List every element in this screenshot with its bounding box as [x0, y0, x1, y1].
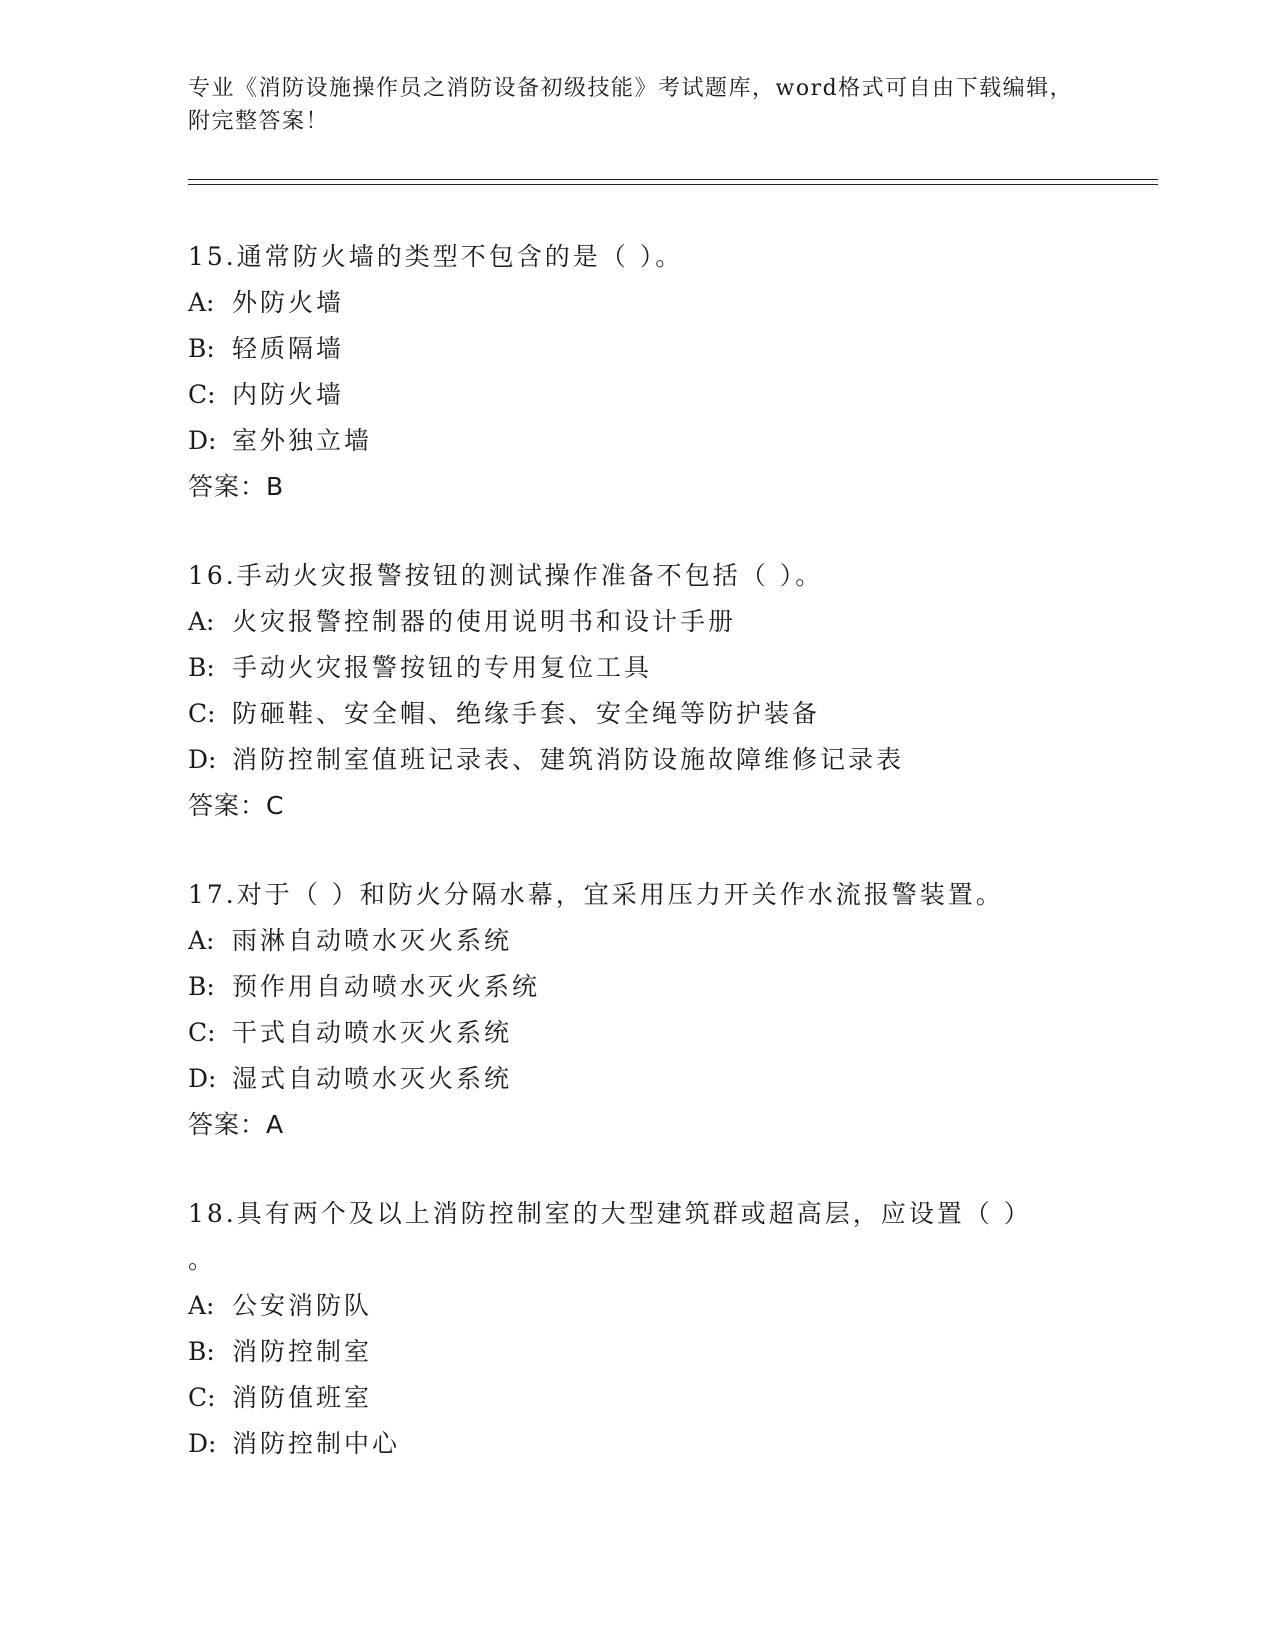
document-header: 专业《消防设施操作员之消防设备初级技能》考试题库，word格式可自由下载编辑，附完整答案！	[188, 76, 1074, 134]
option-text: 雨淋自动喷水灭火系统	[232, 926, 513, 955]
option-text: 室外独立墙	[232, 426, 373, 455]
option-label: A:	[188, 607, 215, 636]
option-label: D:	[188, 745, 217, 774]
question-title: 16.手动火灾报警按钮的测试操作准备不包括（ ）。	[188, 561, 824, 590]
option-text: 消防控制室值班记录表、建筑消防设施故障维修记录表	[232, 745, 905, 774]
option-a	[188, 280, 1148, 326]
option-c	[188, 1010, 1148, 1056]
option-a	[188, 918, 1148, 964]
option-text: 消防值班室	[232, 1383, 373, 1412]
option-b	[188, 964, 1148, 1010]
option-text: 手动火灾报警按钮的专用复位工具	[232, 653, 653, 682]
option-d	[188, 1056, 1148, 1102]
option-text: 干式自动喷水灭火系统	[232, 1018, 513, 1047]
option-text: 预作用自动喷水灭火系统	[232, 972, 541, 1001]
question-16	[188, 553, 1148, 829]
option-text: 湿式自动喷水灭火系统	[232, 1064, 513, 1093]
question-title-continuation: 。	[188, 1245, 214, 1274]
option-d	[188, 418, 1148, 464]
option-a	[188, 1283, 1148, 1329]
option-label: B:	[188, 972, 215, 1001]
option-label: A:	[188, 926, 215, 955]
header-rule-top	[188, 179, 1158, 180]
question-18	[188, 1191, 1148, 1467]
option-label: B:	[188, 334, 215, 363]
question-title: 18.具有两个及以上消防控制室的大型建筑群或超高层，应设置（ ）	[188, 1199, 1032, 1228]
option-text: 内防火墙	[232, 380, 345, 409]
option-text: 轻质隔墙	[232, 334, 345, 363]
answer: 答案：C	[188, 791, 285, 820]
option-text: 公安消防队	[232, 1291, 373, 1320]
option-c	[188, 372, 1148, 418]
option-label: B:	[188, 1337, 215, 1366]
answer: 答案：B	[188, 472, 285, 501]
option-d	[188, 737, 1148, 783]
option-b	[188, 1329, 1148, 1375]
option-label: A:	[188, 288, 215, 317]
header-rule-bottom	[188, 184, 1158, 185]
option-b	[188, 645, 1148, 691]
option-text: 消防控制中心	[232, 1429, 401, 1458]
option-label: B:	[188, 653, 215, 682]
option-label: D:	[188, 1064, 217, 1093]
option-label: A:	[188, 1291, 215, 1320]
option-label: C:	[188, 380, 216, 409]
option-c	[188, 1375, 1148, 1421]
question-17	[188, 872, 1148, 1148]
option-text: 消防控制室	[232, 1337, 373, 1366]
option-d	[188, 1421, 1148, 1467]
question-title: 17.对于（ ）和防火分隔水幕，宜采用压力开关作水流报警装置。	[188, 880, 1004, 909]
option-label: D:	[188, 426, 217, 455]
option-label: C:	[188, 699, 216, 728]
option-c	[188, 691, 1148, 737]
answer: 答案：A	[188, 1110, 285, 1139]
option-label: C:	[188, 1383, 216, 1412]
option-text: 火灾报警控制器的使用说明书和设计手册	[232, 607, 737, 636]
option-a	[188, 599, 1148, 645]
option-b	[188, 326, 1148, 372]
question-15	[188, 234, 1148, 510]
option-label: D:	[188, 1429, 217, 1458]
option-text: 防砸鞋、安全帽、绝缘手套、安全绳等防护装备	[232, 699, 821, 728]
option-text: 外防火墙	[232, 288, 345, 317]
option-label: C:	[188, 1018, 216, 1047]
question-title: 15.通常防火墙的类型不包含的是（ ）。	[188, 242, 684, 271]
